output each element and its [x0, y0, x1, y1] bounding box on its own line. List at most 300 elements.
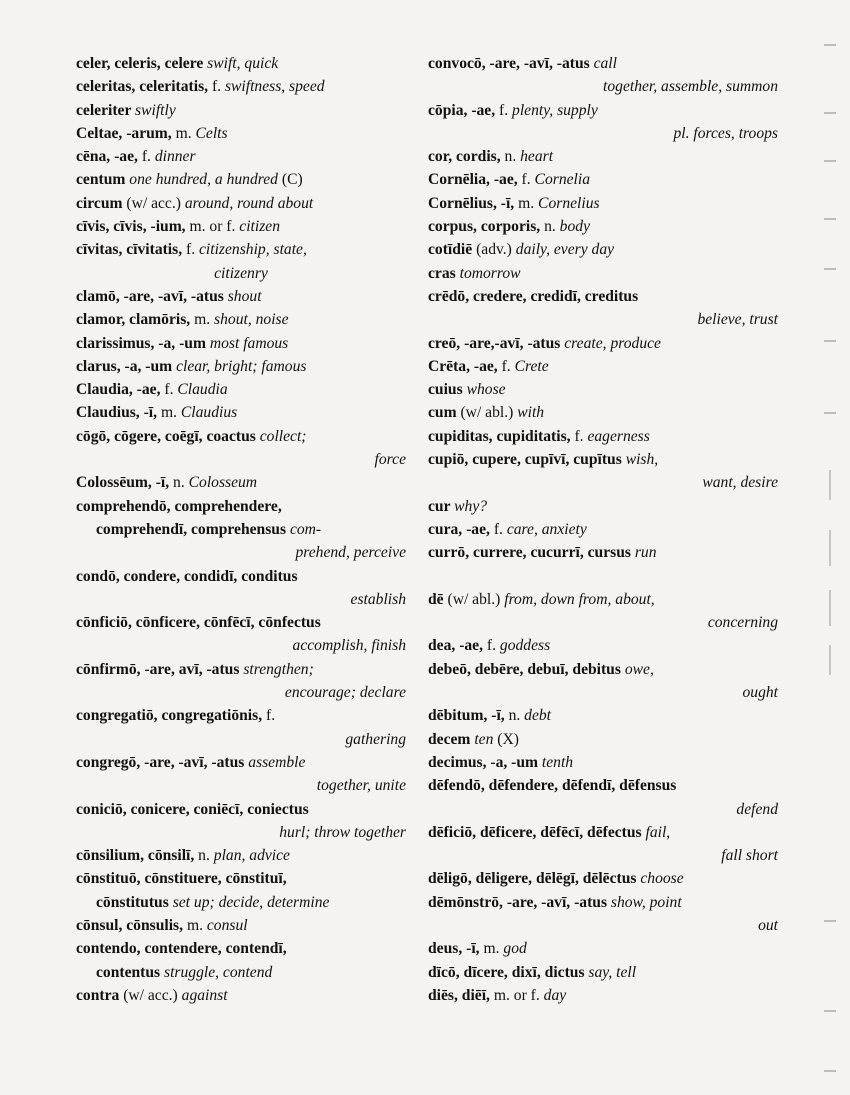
entry-headword: cōnstituō, cōnstituere, cōnstituī,	[76, 870, 287, 888]
dictionary-entry	[76, 914, 406, 937]
entry-line	[76, 262, 406, 285]
entry-definition: together, assemble, summon	[603, 78, 778, 96]
entry-headword: cur	[428, 497, 455, 515]
entry-line	[76, 215, 406, 238]
entry-headword: contentus	[96, 963, 165, 981]
entry-definition: shout, noise	[214, 311, 289, 329]
dictionary-entry	[428, 99, 778, 146]
dictionary-entry	[428, 588, 778, 635]
entry-line	[428, 448, 778, 471]
entry-line	[428, 658, 778, 681]
entry-line	[76, 728, 406, 751]
entry-headword: Cornēlia, -ae,	[428, 171, 522, 189]
entry-line	[428, 681, 778, 704]
entry-grammar: f.	[493, 520, 507, 538]
entry-line	[76, 99, 406, 122]
entry-headword: dēbitum, -ī,	[428, 707, 509, 725]
entry-headword: congregō, -are, -avī, -atus	[76, 753, 249, 771]
entry-headword: clamō, -are, -avī, -atus	[76, 287, 228, 305]
entry-grammar: m.	[194, 311, 215, 329]
entry-line	[76, 518, 406, 541]
entry-definition: eagerness	[587, 427, 650, 445]
entry-definition: tomorrow	[459, 264, 521, 282]
entry-line	[76, 658, 406, 681]
dictionary-entry	[76, 238, 406, 285]
entry-line	[76, 844, 406, 867]
entry-definition: call	[593, 55, 617, 72]
dictionary-entry	[76, 658, 406, 705]
entry-definition: set up; decide, determine	[172, 893, 330, 911]
dictionary-entry	[76, 425, 406, 472]
entry-definition: day	[543, 986, 567, 1004]
entry-headword: congregatiō, congregatiōnis,	[76, 707, 266, 725]
entry-headword: cīvis, cīvis, -ium,	[76, 218, 190, 236]
entry-headword: deus, -ī,	[428, 940, 484, 958]
dictionary-entry	[76, 52, 406, 75]
entry-line	[428, 215, 778, 238]
entry-headword: Claudia, -ae,	[76, 381, 165, 399]
entry-grammar: f.	[186, 241, 200, 259]
entry-definition: fail,	[645, 823, 671, 841]
entry-line	[76, 448, 406, 471]
entry-definition: debt	[524, 707, 552, 725]
entry-line	[76, 425, 406, 448]
entry-line	[428, 821, 778, 844]
dictionary-entry	[428, 495, 778, 518]
entry-definition: say, tell	[588, 963, 637, 981]
entry-line	[76, 961, 406, 984]
entry-line	[76, 192, 406, 215]
dictionary-entry	[76, 99, 406, 122]
dictionary-entry	[428, 867, 778, 890]
entry-line	[76, 495, 406, 518]
entry-headword: dēmōnstrō, -are, -avī, -atus	[428, 893, 611, 911]
entry-definition: fall short	[721, 847, 778, 865]
entry-line	[76, 867, 406, 890]
entry-definition: wish,	[625, 451, 659, 469]
entry-definition: force	[374, 451, 406, 469]
dictionary-entry	[428, 704, 778, 727]
page-edge-mark	[824, 160, 836, 162]
entry-definition: citizenship, state,	[199, 241, 307, 259]
entry-grammar: m. or f.	[189, 218, 240, 236]
entry-definition: pl. forces, troops	[673, 124, 778, 142]
entry-headword: cīvitas, cīvitatis,	[76, 241, 187, 259]
entry-line	[428, 704, 778, 727]
entry-definition: encourage; declare	[284, 684, 406, 702]
entry-line	[428, 332, 778, 355]
entry-line	[76, 471, 406, 494]
entry-headword: contendo, contendere, contendī,	[76, 940, 287, 958]
entry-grammar: f.	[211, 78, 225, 96]
dictionary-entry	[76, 122, 406, 145]
entry-line	[428, 355, 778, 378]
entry-grammar: m. or f.	[493, 986, 544, 1004]
entry-line	[76, 681, 406, 704]
entry-line	[76, 52, 406, 75]
entry-definition: shout	[227, 287, 262, 305]
dictionary-entry	[428, 728, 778, 751]
entry-line	[428, 99, 778, 122]
entry-line	[76, 332, 406, 355]
entry-line	[76, 821, 406, 844]
page-edge-mark	[824, 112, 836, 114]
dictionary-entry	[428, 821, 778, 868]
entry-headword: crēdō, credere, credidī, creditus	[428, 287, 639, 305]
entry-headword: cura, -ae,	[428, 520, 494, 538]
entry-definition: prehend, perceive	[295, 544, 406, 562]
dictionary-entry	[76, 798, 406, 845]
entry-headword: clamor, clamōris,	[76, 311, 195, 329]
entry-headword: condō, condere, condidī, conditus	[76, 567, 298, 585]
entry-line	[428, 867, 778, 890]
entry-line	[428, 192, 778, 215]
page-edge-mark	[824, 340, 836, 342]
entry-grammar: (w/ acc.)	[123, 986, 182, 1004]
entry-headword: Celtae, -arum,	[76, 124, 176, 142]
entry-headword: decem	[428, 730, 475, 748]
entry-headword: Cornēlius, -ī,	[428, 194, 519, 212]
entry-definition: ought	[742, 684, 778, 702]
entry-definition: why?	[454, 497, 488, 515]
right-column	[428, 52, 778, 1007]
dictionary-entry	[428, 774, 778, 821]
dictionary-entry	[76, 378, 406, 401]
dictionary-entry	[428, 961, 778, 984]
entry-headword: dē	[428, 590, 448, 608]
entry-grammar: n.	[173, 474, 189, 492]
entry-headword: celeriter	[76, 101, 136, 119]
entry-definition: Claudius	[180, 404, 238, 422]
entry-headword: debeō, debēre, debuī, debitus	[428, 660, 625, 678]
entry-line	[76, 75, 406, 98]
dictionary-entry	[428, 215, 778, 238]
entry-definition: Celts	[195, 124, 228, 142]
entry-definition: com-	[289, 520, 322, 538]
dictionary-entry	[428, 658, 778, 705]
entry-line	[428, 75, 778, 98]
dictionary-entry	[428, 332, 778, 355]
entry-line	[428, 401, 778, 424]
page-edge-mark	[824, 1010, 836, 1012]
entry-definition: dinner	[154, 148, 196, 166]
entry-definition: hurl; throw together	[279, 823, 406, 841]
dictionary-entry	[76, 401, 406, 424]
page-edge-mark	[829, 590, 831, 626]
entry-headword: dēligō, dēligere, dēlēgī, dēlēctus	[428, 870, 641, 888]
entry-line	[76, 774, 406, 797]
entry-grammar: n.	[544, 218, 560, 236]
entry-headword: cōnsilium, cōnsilī,	[76, 847, 199, 865]
dictionary-entry	[76, 332, 406, 355]
entry-line	[428, 425, 778, 448]
dictionary-entry	[428, 168, 778, 191]
entry-grammar: (w/ abl.)	[447, 590, 505, 608]
entry-headword: clarus, -a, -um	[76, 357, 177, 375]
entry-line	[76, 122, 406, 145]
entry-headword: convocō, -are, -avī, -atus	[428, 55, 594, 72]
entry-headword: clarissimus, -a, -um	[76, 334, 210, 352]
entry-headword: currō, currere, cucurrī, cursus	[428, 544, 635, 562]
entry-headword: celeritas, celeritatis,	[76, 78, 212, 96]
entry-definition: show, point	[610, 893, 682, 911]
entry-headword: cor, cordis,	[428, 148, 505, 166]
dictionary-entry	[428, 145, 778, 168]
entry-grammar: m.	[160, 404, 181, 422]
entry-line	[76, 751, 406, 774]
entry-line	[428, 937, 778, 960]
entry-headword: creō, -are,-avī, -atus	[428, 334, 565, 352]
dictionary-entry	[428, 984, 778, 1007]
entry-grammar: m.	[175, 124, 196, 142]
entry-line	[428, 52, 778, 75]
left-column	[76, 52, 406, 1007]
page-edge-mark	[824, 44, 836, 46]
entry-line	[76, 308, 406, 331]
entry-grammar: f.	[501, 357, 515, 375]
entry-headword: dēfendō, dēfendere, dēfendī, dēfensus	[428, 777, 677, 795]
dictionary-entry	[76, 308, 406, 331]
entry-definition: together, unite	[316, 777, 406, 795]
dictionary-entry	[428, 262, 778, 285]
entry-headword: cotīdiē	[428, 241, 477, 259]
entry-definition: consul	[206, 916, 248, 934]
entry-line	[428, 634, 778, 657]
dictionary-entry	[428, 52, 778, 99]
entry-headword: dīcō, dīcere, dixī, dictus	[428, 963, 589, 981]
entry-definition: whose	[466, 381, 506, 399]
entry-line	[76, 798, 406, 821]
entry-line	[428, 145, 778, 168]
entry-line	[428, 471, 778, 494]
entry-line	[76, 891, 406, 914]
entry-line	[76, 704, 406, 727]
entry-definition: owe,	[624, 660, 654, 678]
entry-headword: cōpia, -ae,	[428, 101, 500, 119]
entry-line	[76, 588, 406, 611]
dictionary-entry	[76, 844, 406, 867]
entry-grammar: m.	[518, 194, 539, 212]
entry-grammar: (w/ acc.)	[126, 194, 185, 212]
entry-definition: heart	[520, 148, 554, 166]
entry-definition: create, produce	[564, 334, 661, 352]
entry-definition: swiftness, speed	[224, 78, 325, 96]
entry-line	[76, 401, 406, 424]
entry-headword: comprehendī, comprehensus	[96, 520, 290, 538]
dictionary-entry	[428, 751, 778, 774]
entry-definition: tenth	[541, 753, 574, 771]
entry-line	[428, 168, 778, 191]
entry-definition: defend	[736, 800, 778, 818]
entry-definition: Cornelius	[538, 194, 600, 212]
entry-definition: want, desire	[702, 474, 778, 492]
entry-line	[428, 238, 778, 261]
dictionary-entry	[76, 471, 406, 494]
page-edge-mark	[829, 645, 831, 675]
entry-line	[428, 774, 778, 797]
entry-line	[76, 984, 406, 1007]
entry-definition: god	[503, 940, 527, 958]
entry-line	[428, 914, 778, 937]
page-edge-mark	[824, 920, 836, 922]
dictionary-entry	[76, 215, 406, 238]
entry-headword: Colossēum, -ī,	[76, 474, 174, 492]
entry-line	[428, 844, 778, 867]
entry-line	[428, 728, 778, 751]
entry-headword: cupiō, cupere, cupīvī, cupītus	[428, 451, 626, 469]
dictionary-entry	[76, 192, 406, 215]
dictionary-entry	[428, 634, 778, 657]
dictionary-entry	[76, 937, 406, 984]
dictionary-entry	[76, 355, 406, 378]
entry-headword: decimus, -a, -um	[428, 753, 542, 771]
entry-definition: from, down from, about,	[504, 590, 655, 608]
entry-grammar: f.	[499, 101, 513, 119]
dictionary-entry	[428, 891, 778, 938]
entry-definition: clear, bright; famous	[176, 357, 307, 375]
entry-headword: diēs, diēī,	[428, 986, 494, 1004]
dictionary-entry	[428, 518, 778, 541]
dictionary-entry	[76, 867, 406, 914]
entry-grammar: f.	[164, 381, 178, 399]
dictionary-entry	[428, 285, 778, 332]
entry-definition: assemble	[248, 753, 306, 771]
entry-headword: cras	[428, 264, 460, 282]
dictionary-entry	[76, 495, 406, 565]
entry-grammar: m.	[186, 916, 207, 934]
entry-line	[428, 611, 778, 634]
entry-definition: collect;	[259, 427, 307, 445]
entry-line	[428, 518, 778, 541]
entry-grammar: f.	[141, 148, 155, 166]
dictionary-entry	[76, 704, 406, 751]
entry-definition: goddess	[499, 637, 551, 655]
entry-grammar: (C)	[281, 171, 303, 189]
dictionary-entry	[428, 425, 778, 448]
entry-line	[428, 541, 778, 564]
entry-definition: gathering	[345, 730, 406, 748]
entry-headword: circum	[76, 194, 127, 212]
entry-line	[76, 285, 406, 308]
entry-line	[76, 914, 406, 937]
entry-headword: cōnfirmō, -are, avī, -atus	[76, 660, 244, 678]
entry-definition: ten	[474, 730, 498, 748]
dictionary-entry	[76, 145, 406, 168]
entry-line	[76, 378, 406, 401]
entry-line	[428, 891, 778, 914]
entry-headword: comprehendō, comprehendere,	[76, 497, 282, 515]
entry-definition: run	[634, 544, 657, 562]
entry-line	[428, 798, 778, 821]
dictionary-entry	[76, 75, 406, 98]
entry-line	[428, 308, 778, 331]
entry-line	[428, 961, 778, 984]
entry-line	[428, 122, 778, 145]
dictionary-entry	[428, 448, 778, 495]
dictionary-entry	[76, 984, 406, 1007]
entry-headword: Claudius, -ī,	[76, 404, 161, 422]
entry-definition: body	[559, 218, 590, 236]
entry-grammar: n.	[198, 847, 214, 865]
entry-headword: celer, celeris, celere	[76, 55, 208, 72]
entry-line	[76, 937, 406, 960]
dictionary-entry	[428, 937, 778, 960]
page-edge-mark	[824, 412, 836, 414]
entry-grammar: f.	[266, 707, 276, 725]
entry-line	[428, 262, 778, 285]
entry-line	[76, 168, 406, 191]
dictionary-entry	[428, 355, 778, 378]
entry-definition: out	[758, 916, 778, 934]
entry-definition: swiftly	[135, 101, 176, 119]
entry-grammar: n.	[504, 148, 521, 166]
entry-line	[428, 285, 778, 308]
entry-line	[428, 588, 778, 611]
entry-definition: daily, every day	[515, 241, 615, 259]
entry-line	[428, 378, 778, 401]
entry-line	[428, 495, 778, 518]
entry-definition: around, round about	[184, 194, 314, 212]
entry-headword: contra	[76, 986, 124, 1004]
entry-headword: cum	[428, 404, 461, 422]
entry-grammar: (adv.)	[476, 241, 516, 259]
entry-grammar: (w/ abl.)	[460, 404, 518, 422]
dictionary-entry	[76, 168, 406, 191]
entry-definition: Colosseum	[188, 474, 258, 492]
entry-definition: against	[181, 986, 228, 1004]
entry-grammar: f.	[574, 427, 588, 445]
entry-headword: cēna, -ae,	[76, 148, 142, 166]
entry-headword: dēficiō, dēficere, dēfēcī, dēfectus	[428, 823, 646, 841]
entry-definition: Cornelia	[534, 171, 590, 189]
entry-headword: cōnsul, cōnsulis,	[76, 916, 187, 934]
entry-line	[76, 565, 406, 588]
section-gap	[428, 565, 778, 588]
entry-grammar: (X)	[497, 730, 519, 748]
page-edge-mark	[824, 1070, 836, 1072]
entry-grammar: n.	[508, 707, 525, 725]
entry-headword: corpus, corporis,	[428, 218, 545, 236]
entry-definition: Claudia	[177, 381, 228, 399]
dictionary-entry	[428, 401, 778, 424]
dictionary-entry	[428, 378, 778, 401]
entry-headword: cuius	[428, 381, 467, 399]
entry-headword: cōgō, cōgere, coēgī, coactus	[76, 427, 260, 445]
entry-headword: coniciō, conicere, coniēcī, coniectus	[76, 800, 309, 818]
page-edge-mark	[824, 218, 836, 220]
page-edge-mark	[824, 268, 836, 270]
dictionary-entry	[76, 751, 406, 798]
entry-line	[76, 634, 406, 657]
entry-definition: citizenry	[214, 264, 268, 282]
entry-definition: accomplish, finish	[292, 637, 406, 655]
entry-line	[76, 611, 406, 634]
dictionary-entry	[428, 238, 778, 261]
dictionary-entry	[428, 541, 778, 564]
entry-definition: struggle, contend	[164, 963, 273, 981]
entry-grammar: f.	[521, 171, 535, 189]
entry-definition: one hundred, a hundred	[129, 171, 282, 189]
entry-headword: centum	[76, 171, 130, 189]
entry-definition: concerning	[707, 614, 778, 632]
entry-line	[76, 541, 406, 564]
entry-grammar: m.	[483, 940, 504, 958]
entry-definition: plenty, supply	[512, 101, 598, 119]
page-edge-mark	[829, 530, 831, 566]
entry-headword: Crēta, -ae,	[428, 357, 502, 375]
entry-definition: choose	[640, 870, 684, 888]
entry-line	[76, 355, 406, 378]
